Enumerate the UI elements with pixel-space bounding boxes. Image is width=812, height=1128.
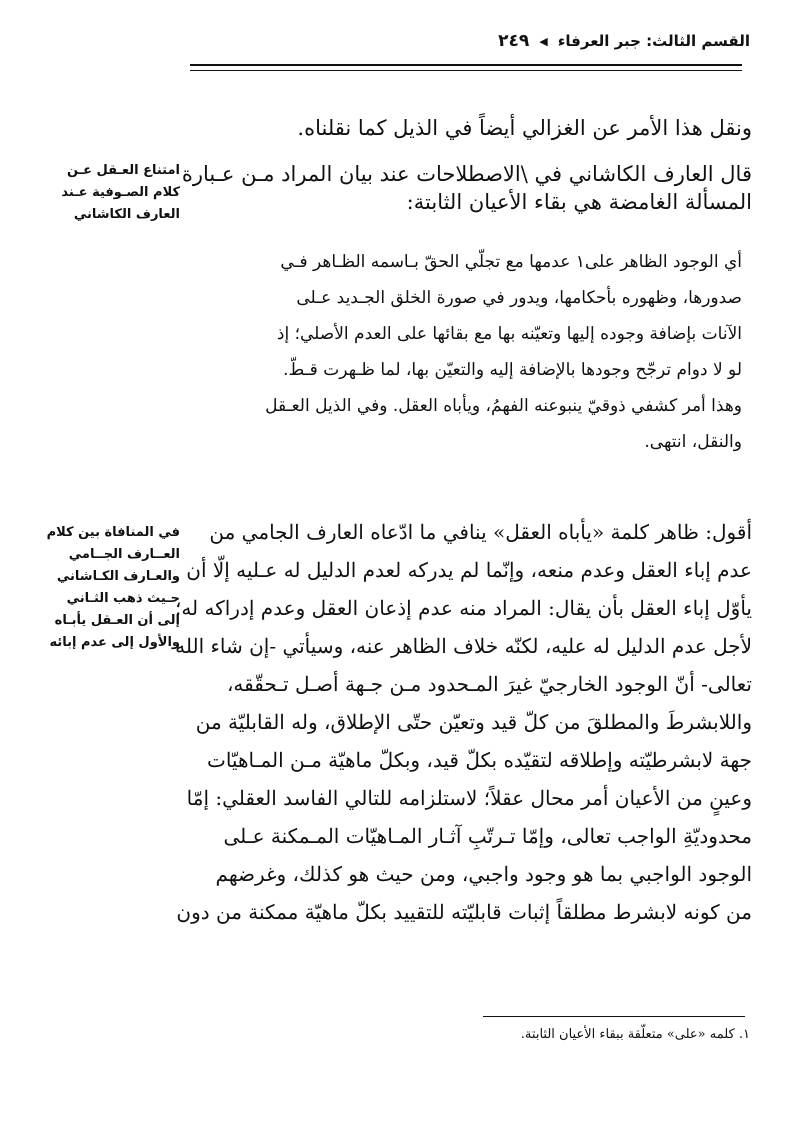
text-line: جهة لابشرطيّته وإطلاقه لتقيّده بكلّ قيد، وبكلّ ماهيّة مـن المـاهيّات	[207, 748, 752, 772]
paragraph-3	[174, 518, 752, 936]
footnote: ١. كلمه «على» متعلّقة ببقاء الأعيان الثابتة.	[520, 1027, 750, 1042]
margin-note-line: والعـارف الكـاشاني	[56, 569, 180, 584]
footnote-rule	[483, 1016, 745, 1017]
margin-note-1	[40, 160, 180, 226]
text-line: لأجل عدم الدليل له عليه، لكنّه خلاف الظاهر عنه، وسيأتي -إن شاء الله	[175, 634, 752, 658]
quote-line: وهذا أمر كشفي ذوقيّ ينبوعنه الفهمُ، ويأباه العقل. وفي الذيل العـقل	[265, 396, 742, 416]
text-line: أقول: ظاهر كلمة «يأباه العقل» ينافي ما ادّعاه العارف الجامي من	[209, 520, 752, 544]
margin-note-line: في المنافاة بين كلام	[46, 525, 180, 540]
text-line: الوجود الواجبي بما هو وجود واجبي، ومن حيث هو كذلك، وغرضهم	[215, 862, 752, 886]
text-line: يأوّل إباء العقل بأن يقال: المراد منه عدم إذعان العقل وعدم إدراكه له؛	[174, 596, 752, 620]
text-line: قال العارف الكاشاني في \الاصطلاحات عند بيان المراد مـن عـبارة	[181, 162, 752, 186]
quotation-block	[192, 250, 742, 466]
header-rule	[190, 64, 742, 66]
margin-note-line: إلى أن العـقل يأبـاه	[54, 613, 180, 628]
quote-line: أي الوجود الظاهر على١ عدمها مع تجلّي الحقّ بـاسمه الظـاهر فـي	[280, 252, 742, 272]
section-title: القسم الثالث: جبر العرفاء	[557, 32, 750, 50]
paragraph-1: ونقل هذا الأمر عن الغزالي أيضاً في الذيل كما نقلناه.	[297, 116, 752, 140]
text-line: تعالى- أنّ الوجود الخارجيّ غيرَ المـحدود مـن جـهة أصـل تـحقّقه،	[226, 672, 752, 696]
quote-line: الآنات بإضافة وجوده إليها وتعيّنه بها مع بقائها على العدم الأصلي؛ إذ	[276, 324, 742, 344]
header-rule-thin	[190, 70, 742, 71]
quote-line: صدورها، وظهوره بأحكامها، ويدور في صورة الخلق الجـديد عـلى	[296, 288, 742, 308]
margin-note-line: العــارف الجــامي	[68, 547, 180, 562]
text-line: من كونه لابشرط مطلقاً إثبات قابليّته للتقييد بكلّ ماهيّة ممكنة من دون	[176, 900, 752, 924]
margin-note-line: حـيث ذهب الثـاني	[66, 591, 180, 606]
margin-note-2	[40, 522, 180, 654]
text-line: وعينٍ من الأعيان أمر محال عقلاً؛ لاستلزامه للتالي الفاسد العقلي: إمّا	[186, 786, 752, 810]
margin-note-line: امتناع العـقل عـن	[66, 163, 180, 178]
paragraph-2	[181, 160, 752, 216]
page-number: ٢٤٩	[498, 31, 530, 51]
margin-note-line: والأول إلى عدم إبائه	[49, 635, 180, 650]
text-line: المسألة الغامضة هي بقاء الأعيان الثابتة:	[406, 190, 752, 214]
text-line: عدم إباء العقل وعدم منعه، وإنّما لم يدركه لعدم الدليل له عـليه إلّا أن	[186, 558, 752, 582]
triangle-arrow-icon: ◀	[539, 34, 548, 48]
margin-note-line: كلام الصـوفية عـند	[61, 185, 180, 200]
quote-line: لو لا دوام ترجّح وجودها بالإضافة إليه والتعيّن بها، لما ظـهرت قـطّ.	[283, 360, 742, 380]
text-line: واللابشرطَ والمطلقَ من كلّ قيد وتعيّن حتّى الإطلاق، وله القابليّة من	[195, 710, 752, 734]
running-header	[70, 26, 750, 56]
quote-line: والنقل، انتهى.	[644, 432, 742, 452]
text-line: محدوديّةِ الواجب تعالى، وإمّا تـرتّبِ آثـار المـاهيّات المـمكنة عـلى	[223, 824, 752, 848]
margin-note-line: العارف الكاشاني	[73, 207, 180, 222]
